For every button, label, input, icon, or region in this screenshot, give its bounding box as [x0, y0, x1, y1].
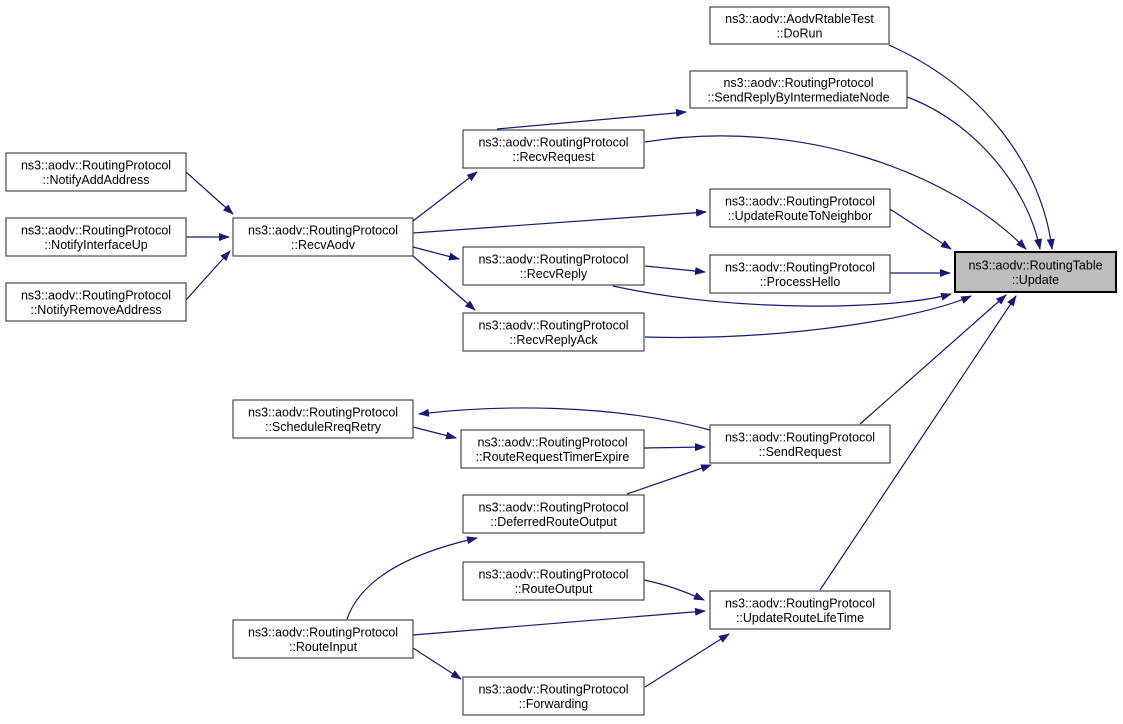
edge-schedule_rreq_retry--route_request_timer_expire: [413, 427, 456, 438]
node-label-line: ns3::aodv::RoutingProtocol: [723, 75, 874, 90]
node-route_output[interactable]: [463, 562, 644, 600]
edge-notify_remove_address--recv_aodv: [186, 251, 230, 300]
node-send_request[interactable]: [710, 425, 890, 463]
edge-deferred_route_output--send_request: [627, 465, 711, 494]
node-label-line: ::DoRun: [776, 26, 823, 41]
node-route_input[interactable]: [233, 620, 413, 658]
edge-route_input--deferred_route_output: [347, 538, 477, 619]
node-label-line: ns3::aodv::RoutingProtocol: [478, 318, 629, 333]
node-send_reply_by_intermediate_node[interactable]: [690, 71, 907, 108]
node-label-line: ::ProcessHello: [759, 274, 841, 289]
node-recv_request[interactable]: [463, 130, 644, 168]
node-label-line: ns3::aodv::RoutingProtocol: [724, 260, 876, 275]
node-label-line: ::DeferredRouteOutput: [490, 514, 617, 529]
edge-send_reply_by_intermediate_node--update: [907, 97, 1040, 249]
node-label-line: ns3::aodv::RoutingProtocol: [20, 223, 172, 238]
edge-update_route_to_neighbor--update: [890, 209, 951, 249]
node-label-line: ::RecvReplyAck: [509, 332, 598, 347]
edge-recv_request--send_reply_by_intermediate_node: [497, 112, 686, 129]
node-recv_aodv[interactable]: [233, 218, 413, 256]
node-label-line: ns3::aodv::RoutingProtocol: [478, 567, 629, 582]
node-process_hello[interactable]: [710, 255, 890, 293]
edge-send_request--update: [860, 295, 1006, 424]
node-label-line: ns3::aodv::RoutingProtocol: [477, 435, 628, 450]
edge-route_request_timer_expire--send_request: [644, 447, 705, 448]
node-label-line: ns3::aodv::RoutingProtocol: [478, 252, 629, 267]
node-label-line: ::RouteOutput: [514, 581, 593, 596]
node-notify_interface_up[interactable]: [6, 218, 186, 256]
node-label-line: ::ScheduleRreqRetry: [264, 419, 382, 434]
node-label-line: ::NotifyAddAddress: [42, 172, 150, 187]
edge-notify_add_address--recv_aodv: [186, 172, 233, 214]
nodes-layer: [6, 7, 1116, 715]
node-label-line: ns3::aodv::RoutingProtocol: [20, 158, 172, 173]
node-deferred_route_output[interactable]: [463, 495, 644, 533]
node-label-line: ns3::aodv::RoutingProtocol: [478, 682, 629, 697]
node-schedule_rreq_retry[interactable]: [233, 400, 413, 438]
node-label-line: ::UpdateRouteLifeTime: [735, 610, 865, 625]
node-route_request_timer_expire[interactable]: [461, 430, 644, 468]
node-label-line: ::NotifyRemoveAddress: [30, 302, 162, 317]
node-label-line: ns3::aodv::RoutingProtocol: [478, 135, 629, 150]
edge-dorun--update: [889, 45, 1052, 249]
edge-route_output--update_route_life_time: [644, 580, 704, 600]
node-label-line: ::RecvRequest: [512, 149, 595, 164]
node-label-line: ns3::aodv::RoutingProtocol: [724, 194, 876, 209]
node-label-line: ::SendRequest: [758, 444, 842, 459]
edge-recv_aodv--recv_reply: [413, 247, 459, 259]
edge-route_input--forwarding: [413, 648, 461, 679]
node-label-line: ::SendReplyByIntermediateNode: [707, 90, 890, 105]
node-label-line: ::UpdateRouteToNeighbor: [727, 208, 873, 223]
node-label-line: ::Update: [1011, 272, 1060, 287]
node-recv_reply[interactable]: [463, 247, 644, 285]
node-update: [955, 252, 1116, 292]
node-label-line: ns3::aodv::AodvRtableTest: [725, 11, 874, 26]
node-label-line: ns3::aodv::RoutingProtocol: [20, 288, 172, 303]
node-label-line: ns3::aodv::RoutingProtocol: [247, 405, 399, 420]
node-forwarding[interactable]: [463, 677, 644, 715]
node-label-line: ns3::aodv::RoutingProtocol: [247, 223, 399, 238]
node-label-line: ns3::aodv::RoutingTable: [968, 258, 1103, 273]
node-label-line: ns3::aodv::RoutingProtocol: [247, 625, 399, 640]
edge-recv_aodv--update_route_to_neighbor: [413, 212, 706, 233]
node-notify_add_address[interactable]: [6, 153, 186, 191]
edge-recv_reply--process_hello: [645, 266, 705, 272]
node-label-line: ::RecvReply: [519, 266, 588, 281]
node-recv_reply_ack[interactable]: [463, 313, 644, 351]
node-notify_remove_address[interactable]: [6, 283, 186, 321]
edge-send_request--schedule_rreq_retry: [419, 408, 710, 430]
node-dorun[interactable]: [710, 7, 889, 44]
edge-forwarding--update_route_life_time: [645, 634, 729, 687]
node-label-line: ::RouteRequestTimerExpire: [475, 449, 630, 464]
node-update_route_to_neighbor[interactable]: [710, 189, 890, 227]
node-label-line: ns3::aodv::RoutingProtocol: [724, 596, 876, 611]
node-label-line: ::Forwarding: [518, 696, 589, 711]
edge-recv_aodv--recv_request: [413, 172, 477, 221]
node-label-line: ns3::aodv::RoutingProtocol: [724, 430, 876, 445]
edge-route_input--update_route_life_time: [413, 611, 705, 635]
node-label-line: ::NotifyInterfaceUp: [44, 237, 148, 252]
edge-recv_reply_ack--update: [645, 296, 971, 337]
node-update_route_life_time[interactable]: [710, 591, 890, 629]
node-label-line: ::RecvAodv: [291, 237, 355, 252]
node-label-line: ns3::aodv::RoutingProtocol: [478, 500, 629, 515]
node-label-line: ::RouteInput: [288, 639, 358, 654]
